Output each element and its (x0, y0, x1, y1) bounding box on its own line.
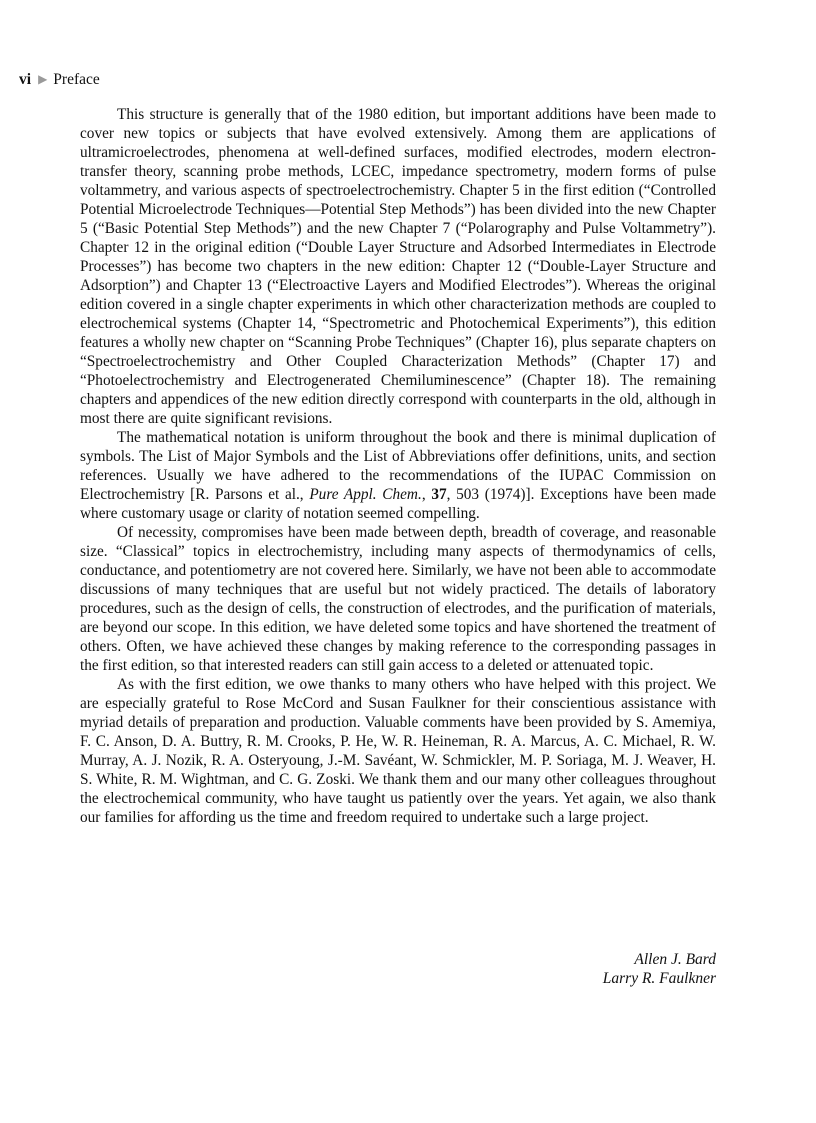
preface-body (80, 105, 716, 827)
paragraph-text: As with the first edition, we owe thanks to many others who have helped with this project. We are especially grateful to Rose McCord and Susan Faulkner for their conscientious assistance with myriad details of preparation and production. Valuable comments have been provided by S. Amemiya, F. C. Anson, D. A. Buttry, R. M. Crooks, P. He, W. R. Heineman, R. A. Marcus, A. C. Michael, R. W. Murray, A. J. Nozik, R. A. Osteryoung, J.-M. Savéant, W. Schmickler, M. P. Soriaga, M. J. Weaver, H. S. White, R. M. Wightman, and C. G. Zoski. We thank them and our many other colleagues throughout the electrochemical community, who have taught us patiently over the years. Yet again, we also thank our families for affording us the time and freedom required to undertake such a large project. (80, 676, 716, 826)
paragraph-text: This structure is generally that of the 1980 edition, but important additions have been made to cover new topics or subjects that have evolved extensively. Among them are applications of ultramicroelectrodes, phenomena at well-defined surfaces, modified electrodes, modern electron-transfer theory, scanning probe methods, LCEC, impedance spectrometry, modern forms of pulse voltammetry, and various aspects of spectroelectrochemistry. Chapter 5 in the first edition (“Controlled Potential Microelectrode Techniques—Potential Step Methods”) has been divided into the new Chapter 5 (“Basic Potential Step Methods”) and the new Chapter 7 (“Polarography and Pulse Voltammetry”). Chapter 12 in the original edition (“Double Layer Structure and Adsorbed Intermediates in Electrode Processes”) has become two chapters in the new edition: Chapter 12 (“Double-Layer Structure and Adsorption”) and Chapter 13 (“Electroactive Layers and Modified Electrodes”). Whereas the original edition covered in a single chapter experiments in which other characterization methods are coupled to electrochemical systems (Chapter 14, “Spectrometric and Photochemical Experiments”), this edition features a wholly new chapter on “Scanning Probe Techniques” (Chapter 16), plus separate chapters on “Spectroelectrochemistry and Other Coupled Characterization Methods” (Chapter 17) and “Photoelectrochemistry and Electrogenerated Chemiluminescence” (Chapter 18). The remaining chapters and appendices of the new edition directly correspond with counterparts in the old, although in most there are quite significant revisions. (80, 106, 716, 427)
paragraph-3 (80, 523, 716, 675)
section-title: Preface (53, 71, 100, 88)
author-name: Larry R. Faulkner (602, 970, 716, 987)
paragraph-text: , 503 (1974)]. Exceptions have been made where customary usage or clarity of notation seemed compelling. (80, 486, 717, 522)
page-number: vi (19, 71, 32, 88)
paragraph-text: , (421, 486, 432, 503)
running-header (19, 70, 100, 90)
paragraph-text: The mathematical notation is uniform throughout the book and there is minimal duplication of symbols. The List of Major Symbols and the List of Abbreviations offer definitions, units, and section references. Usually we have adhered to the recommendations of the IUPAC Commission on Electrochemistry [R. Parsons et al., (80, 429, 716, 503)
journal-volume: 37 (431, 486, 447, 503)
paragraph-2 (80, 428, 716, 523)
paragraph-4 (80, 675, 716, 827)
author-name: Allen J. Bard (634, 951, 716, 968)
signature-block (603, 950, 716, 988)
paragraph-text: Of necessity, compromises have been made between depth, breadth of coverage, and reasonable size. “Classical” topics in electrochemistry, including many aspects of thermodynamics of cells, conductance, and potentiometry are not covered here. Similarly, we have not been able to accommodate discussions of many techniques that are useful but not widely practiced. The details of laboratory procedures, such as the design of cells, the construction of electrodes, and the purification of materials, are beyond our scope. In this edition, we have deleted some topics and have shortened the treatment of others. Often, we have achieved these changes by making reference to the corresponding passages in the first edition, so that interested readers can still gain access to a deleted or attenuated topic. (80, 524, 716, 674)
paragraph-1 (80, 105, 716, 428)
journal-title: Pure Appl. Chem. (309, 486, 422, 503)
triangle-arrow-icon: ▶ (38, 72, 48, 86)
